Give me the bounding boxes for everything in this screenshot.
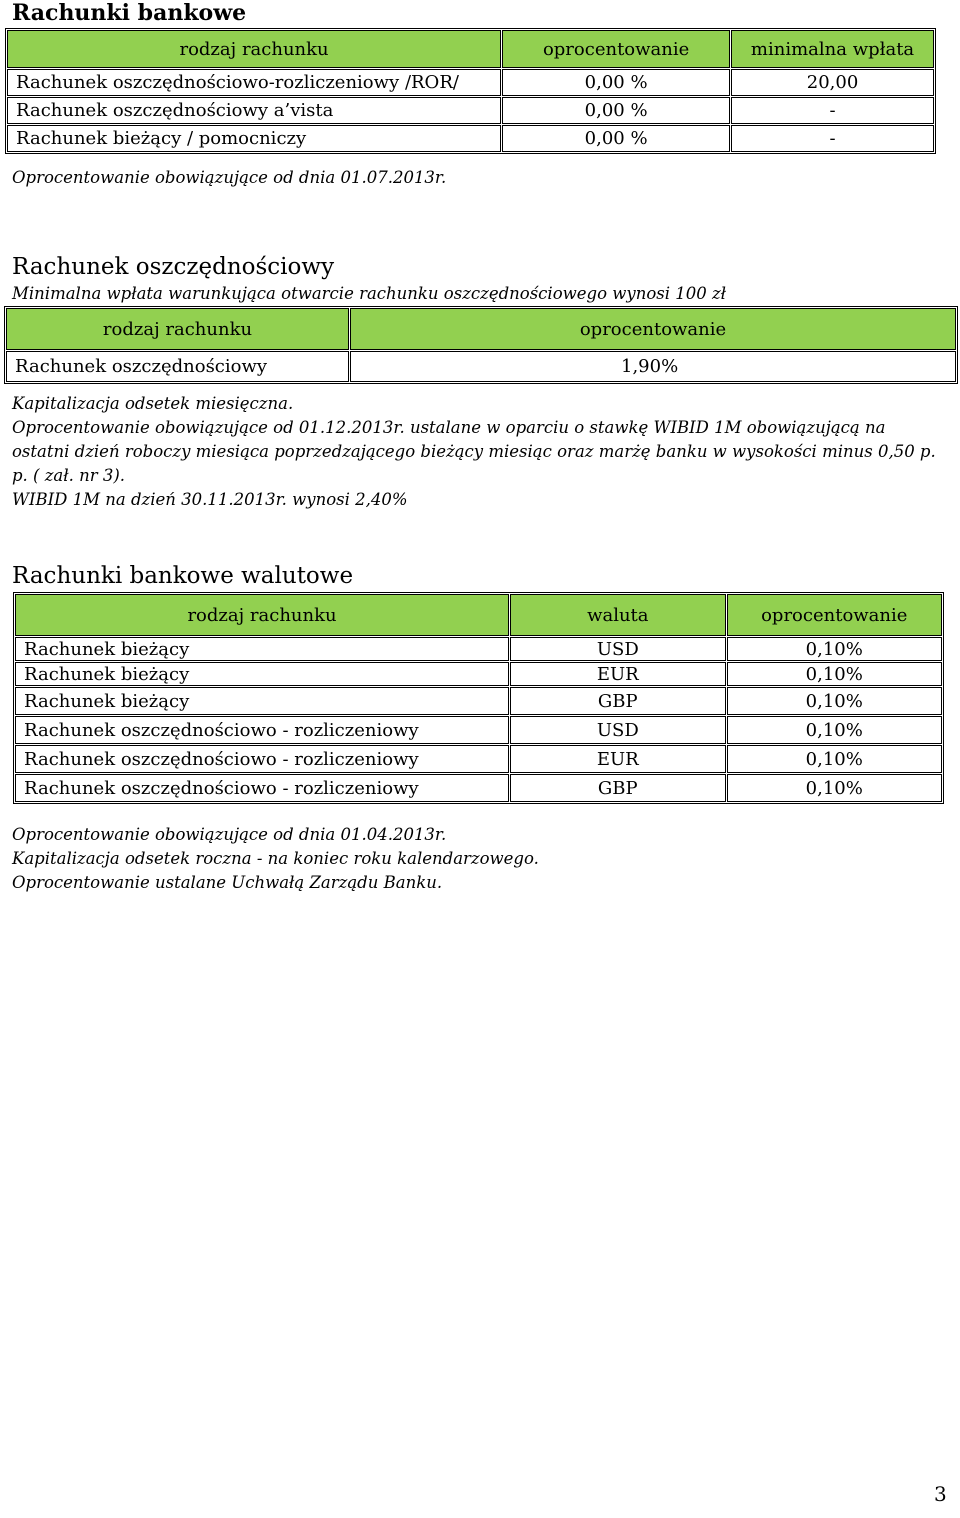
interest-cell: 0,10%: [727, 716, 942, 744]
table-row: [15, 637, 942, 661]
section-title-accounts: Rachunki bankowe: [12, 0, 247, 26]
header-cell: waluta: [510, 594, 725, 636]
section-title-savings: Rachunek oszczędnościowy: [12, 254, 335, 280]
currency-accounts-table: [13, 592, 944, 804]
interest-cell: 0,00 %: [502, 69, 730, 96]
interest-cell: 0,10%: [727, 774, 942, 802]
min-deposit-cell: 20,00: [731, 69, 934, 96]
table-row: [7, 125, 934, 152]
table-header-row: [6, 308, 956, 350]
account-type-cell: Rachunek oszczędnościowo - rozliczeniowy: [15, 716, 509, 744]
header-cell: oprocentowanie: [727, 594, 942, 636]
min-deposit-cell: -: [731, 97, 934, 124]
table-row: [15, 716, 942, 744]
currency-cell: USD: [510, 716, 725, 744]
currency-cell: GBP: [510, 687, 725, 715]
table-row: [15, 774, 942, 802]
header-cell: rodzaj rachunku: [6, 308, 349, 350]
account-type-cell: Rachunek bieżący: [15, 662, 509, 686]
accounts-table: [5, 28, 936, 154]
interest-cell: 0,00 %: [502, 125, 730, 152]
interest-cell: 0,10%: [727, 637, 942, 661]
header-cell: rodzaj rachunku: [15, 594, 509, 636]
table-row: [7, 97, 934, 124]
account-type-cell: Rachunek oszczędnościowy: [6, 351, 349, 382]
interest-cell: 0,10%: [727, 745, 942, 773]
savings-note-rate: Oprocentowanie obowiązujące od 01.12.2013r. ustalane w oparciu o stawkę WIBID 1M obowiązującą na ostatni dzień roboczy miesiąca poprzedzającego bieżący miesiąc oraz marżę banku w wysokości minus 0,50 p. p. ( zał. nr 3).: [12, 418, 936, 485]
currency-note-resolution: Oprocentowanie ustalane Uchwałą Zarządu Banku.: [12, 873, 443, 892]
account-type-cell: Rachunek oszczędnościowo - rozliczeniowy: [15, 745, 509, 773]
account-type-cell: Rachunek bieżący / pomocniczy: [7, 125, 501, 152]
currency-note-capitalization: Kapitalizacja odsetek roczna - na koniec roku kalendarzowego.: [12, 849, 539, 868]
table-header-row: [15, 594, 942, 636]
page-number: 3: [934, 1482, 947, 1506]
table-row: [6, 351, 956, 382]
savings-note-capitalization: Kapitalizacja odsetek miesięczna.: [12, 394, 294, 413]
currency-note-date: Oprocentowanie obowiązujące od dnia 01.04.2013r.: [12, 825, 447, 844]
header-cell: oprocentowanie: [502, 30, 730, 68]
savings-note-wibid: WIBID 1M na dzień 30.11.2013r. wynosi 2,40%: [12, 490, 408, 509]
min-deposit-cell: -: [731, 125, 934, 152]
header-cell: oprocentowanie: [350, 308, 956, 350]
currency-cell: GBP: [510, 774, 725, 802]
account-type-cell: Rachunek bieżący: [15, 687, 509, 715]
table-row: [15, 662, 942, 686]
interest-cell: 0,00 %: [502, 97, 730, 124]
account-type-cell: Rachunek oszczędnościowo - rozliczeniowy: [15, 774, 509, 802]
account-type-cell: Rachunek oszczędnościowy a’vista: [7, 97, 501, 124]
interest-cell: 0,10%: [727, 687, 942, 715]
interest-cell: 1,90%: [350, 351, 956, 382]
table-row: [7, 69, 934, 96]
table-row: [15, 745, 942, 773]
savings-subtitle: Minimalna wpłata warunkująca otwarcie rachunku oszczędnościowego wynosi 100 zł: [12, 284, 727, 303]
currency-cell: EUR: [510, 662, 725, 686]
interest-cell: 0,10%: [727, 662, 942, 686]
header-cell: rodzaj rachunku: [7, 30, 501, 68]
account-type-cell: Rachunek oszczędnościowo-rozliczeniowy /ROR/: [7, 69, 501, 96]
currency-cell: USD: [510, 637, 725, 661]
currency-cell: EUR: [510, 745, 725, 773]
savings-table: [4, 306, 958, 384]
accounts-note: Oprocentowanie obowiązujące od dnia 01.07.2013r.: [12, 168, 447, 187]
header-cell: minimalna wpłata: [731, 30, 934, 68]
account-type-cell: Rachunek bieżący: [15, 637, 509, 661]
section-title-currency: Rachunki bankowe walutowe: [12, 563, 354, 589]
table-header-row: [7, 30, 934, 68]
table-row: [15, 687, 942, 715]
